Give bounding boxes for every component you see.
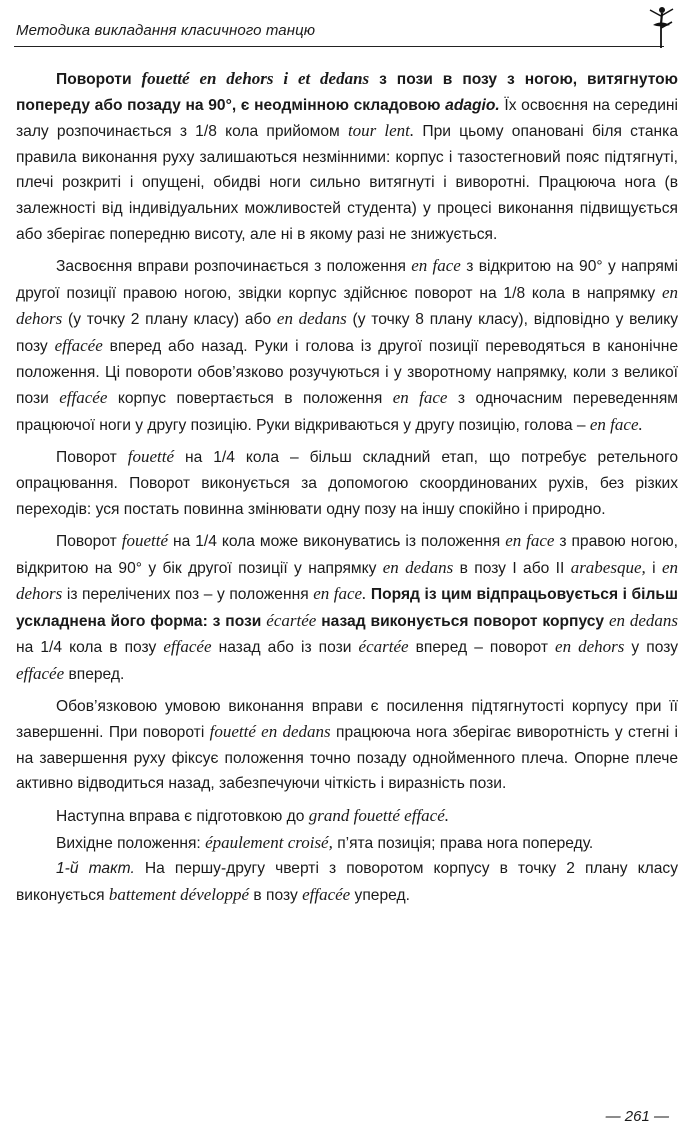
- text: При цьому опановані біля станка правила виконання руху залишаються незмінними: корпус і тазостегновий пояс підтягнуті, плечі розкриті і опущені, обидві ноги сильно витягнуті і виворотні. Працююча нога (в залежності від індивідуальних можливостей студента) у процесі виконання підвищується або зберігає попередню висоту, але ні в якому разі не знижується.: [16, 123, 678, 243]
- paragraph-mandatory-condition: [16, 694, 678, 797]
- text: écartée: [266, 610, 317, 630]
- text: fouetté: [121, 531, 169, 551]
- paragraph-quarter-turn-variants: [16, 528, 678, 688]
- text: en dedans: [276, 309, 347, 329]
- text: Поряд із цим відпрацьовується і більш ускладнена його форма: з пози: [16, 586, 679, 630]
- text: працююча нога зберігає виворотність у стегні і на завершення руху фіксує положення точно позаду однойменного плеча. Опорне плече активно відводиться назад, забезпечуючи чіткість і виразність пози.: [16, 724, 679, 793]
- text: Їх освоєння на середині залу розпочинається з 1/8 кола прийомом: [16, 96, 678, 141]
- text: на 1/4 кола в позу: [16, 639, 164, 657]
- paragraph-exercise-start: [16, 253, 678, 438]
- text: На першу-другу чверті з поворотом корпусу в точку 2 плану класу виконується: [16, 860, 679, 904]
- text: Засвоєння вправи розпочинається з положення: [56, 258, 412, 276]
- text: Вихідне положення:: [56, 834, 206, 852]
- paragraph-first-bar: [16, 856, 678, 908]
- paragraph-starting-position: [16, 830, 678, 857]
- paragraph-fouette-turns: [16, 66, 678, 247]
- running-header-title: Методика викладання класичного танцю: [16, 22, 316, 39]
- text: arabesque,: [570, 557, 646, 577]
- text: з пози в позу з ногою, витягнутою попереду або позаду на 90°, є неодмінною складовою: [16, 71, 678, 114]
- text: effacée: [16, 664, 65, 684]
- ballerina-icon: [642, 4, 682, 50]
- text: вперед або назад. Руки і голова із другої позиції переводяться в канонічне положення. Ці повороти обов’язково розучуються і у зворотному напрямку, коли з великої пози: [16, 337, 678, 408]
- text: уперед.: [350, 886, 410, 904]
- running-header: [14, 10, 664, 47]
- text: en face.: [589, 414, 643, 434]
- text: en dedans: [382, 557, 454, 577]
- text: en face.: [313, 584, 367, 604]
- text: (у точку 8 плану класу), відповідно у велику позу: [16, 311, 678, 355]
- paragraph-next-exercise: [16, 803, 678, 830]
- text: battement développé: [108, 884, 250, 904]
- text: tour lent.: [347, 121, 415, 141]
- text: fouetté: [127, 447, 175, 467]
- text: en face: [411, 256, 461, 276]
- page-body: [16, 66, 678, 914]
- text: Обов’язковою умовою виконання вправи є посилення підтягнутості корпусу при її завершенні. При повороті: [16, 697, 678, 742]
- text: effacée: [163, 637, 212, 657]
- text: Повороти: [56, 71, 142, 88]
- text: у позу: [624, 639, 678, 657]
- text: épaulement croisé,: [205, 832, 333, 852]
- text: назад або із пози: [211, 639, 359, 657]
- text: Поворот: [56, 533, 122, 551]
- paragraph-quarter-turn: [16, 444, 678, 522]
- text: на 1/4 кола може виконуватись із положення: [168, 533, 506, 551]
- text: з одночасним переведенням працюючої ноги у другу позицію. Руки відкриваються у другу позицію, голова –: [16, 390, 678, 434]
- text: п’ята позиція; права нога попереду.: [332, 834, 594, 852]
- text: вперед.: [64, 666, 125, 684]
- text: fouetté en dedans: [209, 722, 331, 742]
- page-number: — 261 —: [605, 1108, 669, 1125]
- text: в позу: [249, 886, 303, 904]
- text: effacée: [59, 388, 108, 408]
- text: з відкритою на 90° у напрямі другої позиції правою ногою, звідки корпус здійснює поворот на 1/8 кола в напрямку: [16, 258, 678, 302]
- text: назад виконується поворот корпусу: [316, 612, 609, 630]
- text: en dedans: [608, 610, 678, 630]
- text: (у точку 2 плану класу) або: [62, 311, 277, 329]
- text: grand fouetté effacé.: [308, 806, 450, 826]
- text: Наступна вправа є підготовкою до: [56, 808, 309, 826]
- text: en face: [505, 531, 555, 551]
- text: корпус повертається в положення: [107, 390, 393, 408]
- text: в позу I або II: [453, 559, 571, 577]
- text: 1-й такт.: [56, 860, 135, 878]
- text: écartée: [358, 637, 409, 657]
- text: adagio.: [445, 96, 500, 114]
- text: з правою ногою, відкритою на 90° у бік другої позиції у напрямку: [16, 533, 679, 577]
- text: en dehors: [555, 637, 625, 657]
- text: і: [645, 559, 662, 577]
- text: en face: [392, 388, 448, 408]
- text: effacée: [54, 335, 103, 355]
- text: en dehors: [16, 557, 678, 604]
- text: fouetté en dehors і et dedans: [141, 69, 370, 88]
- text: вперед – поворот: [408, 639, 556, 657]
- text: із перелічених поз – у положення: [62, 586, 314, 604]
- text: на 1/4 кола – більш складний етап, що потребує ретельного опрацювання. Поворот виконується за допомогою скоординованих рухів, без різких переходів: уся постать повинна змінювати одну позу на іншу спокійно і природно.: [16, 449, 679, 518]
- text: Поворот: [56, 449, 128, 467]
- text: en dehors: [16, 282, 678, 329]
- text: effacée: [302, 884, 351, 904]
